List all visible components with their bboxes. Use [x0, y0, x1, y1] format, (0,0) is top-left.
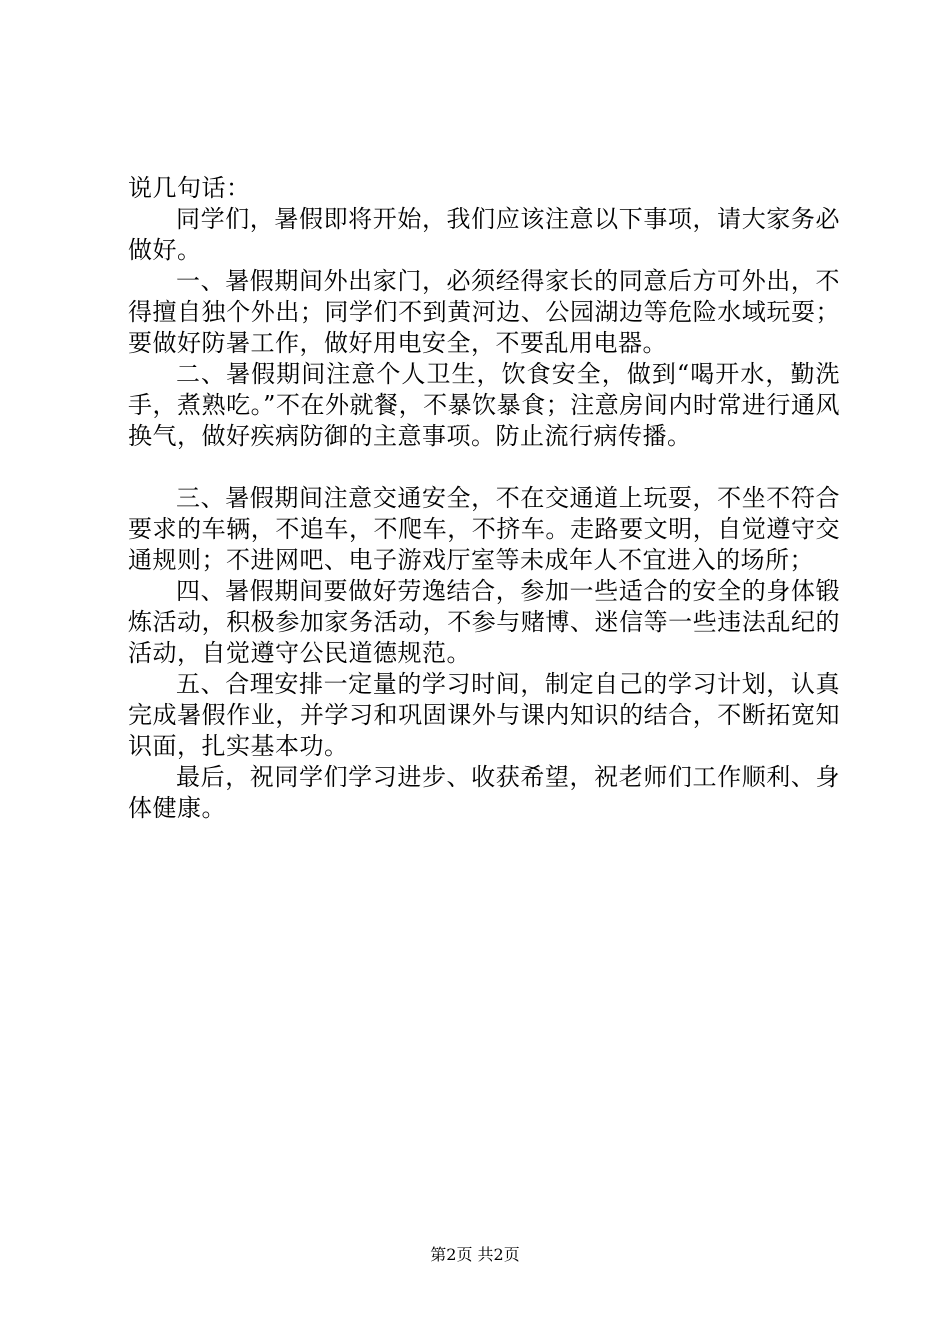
paragraph-item-4: 四、暑假期间要做好劳逸结合，参加一些适合的安全的身体锻炼活动，积极参加家务活动，不参与赌博、迷信等一些违法乱纪的活动，自觉遵守公民道德规范。 [128, 577, 840, 667]
paragraph-closing: 最后，祝同学们学习进步、收获希望，祝老师们工作顺利、身体健康。 [128, 763, 840, 822]
paragraph-item-2: 二、暑假期间注意个人卫生，饮食安全，做到“喝开水，勤洗手，煮熟吃。”不在外就餐，不暴饮暴食；注意房间内时常进行通风换气，做好疾病防御的主意事项。防止流行病传播。 [128, 360, 840, 450]
paragraph-item-5: 五、合理安排一定量的学习时间，制定自己的学习计划，认真完成暑假作业，并学习和巩固课外与课内知识的结合，不断拓宽知识面，扎实基本功。 [128, 670, 840, 760]
paragraph-item-3: 三、暑假期间注意交通安全，不在交通道上玩耍，不坐不符合要求的车辆，不追车，不爬车，不挤车。走路要文明，自觉遵守交通规则；不进网吧、电子游戏厅室等未成年人不宜进入的场所； [128, 484, 840, 574]
paragraph-opening: 说几句话： [128, 174, 251, 202]
document-body [128, 173, 840, 824]
paragraph-intro: 同学们，暑假即将开始，我们应该注意以下事项，请大家务必做好。 [128, 205, 840, 264]
paragraph-item-1: 一、暑假期间外出家门，必须经得家长的同意后方可外出，不得擅自独个外出；同学们不到黄河边、公园湖边等危险水域玩耍；要做好防暑工作，做好用电安全，不要乱用电器。 [128, 267, 840, 357]
page-number-footer: 第2页 共2页 [430, 1245, 520, 1264]
